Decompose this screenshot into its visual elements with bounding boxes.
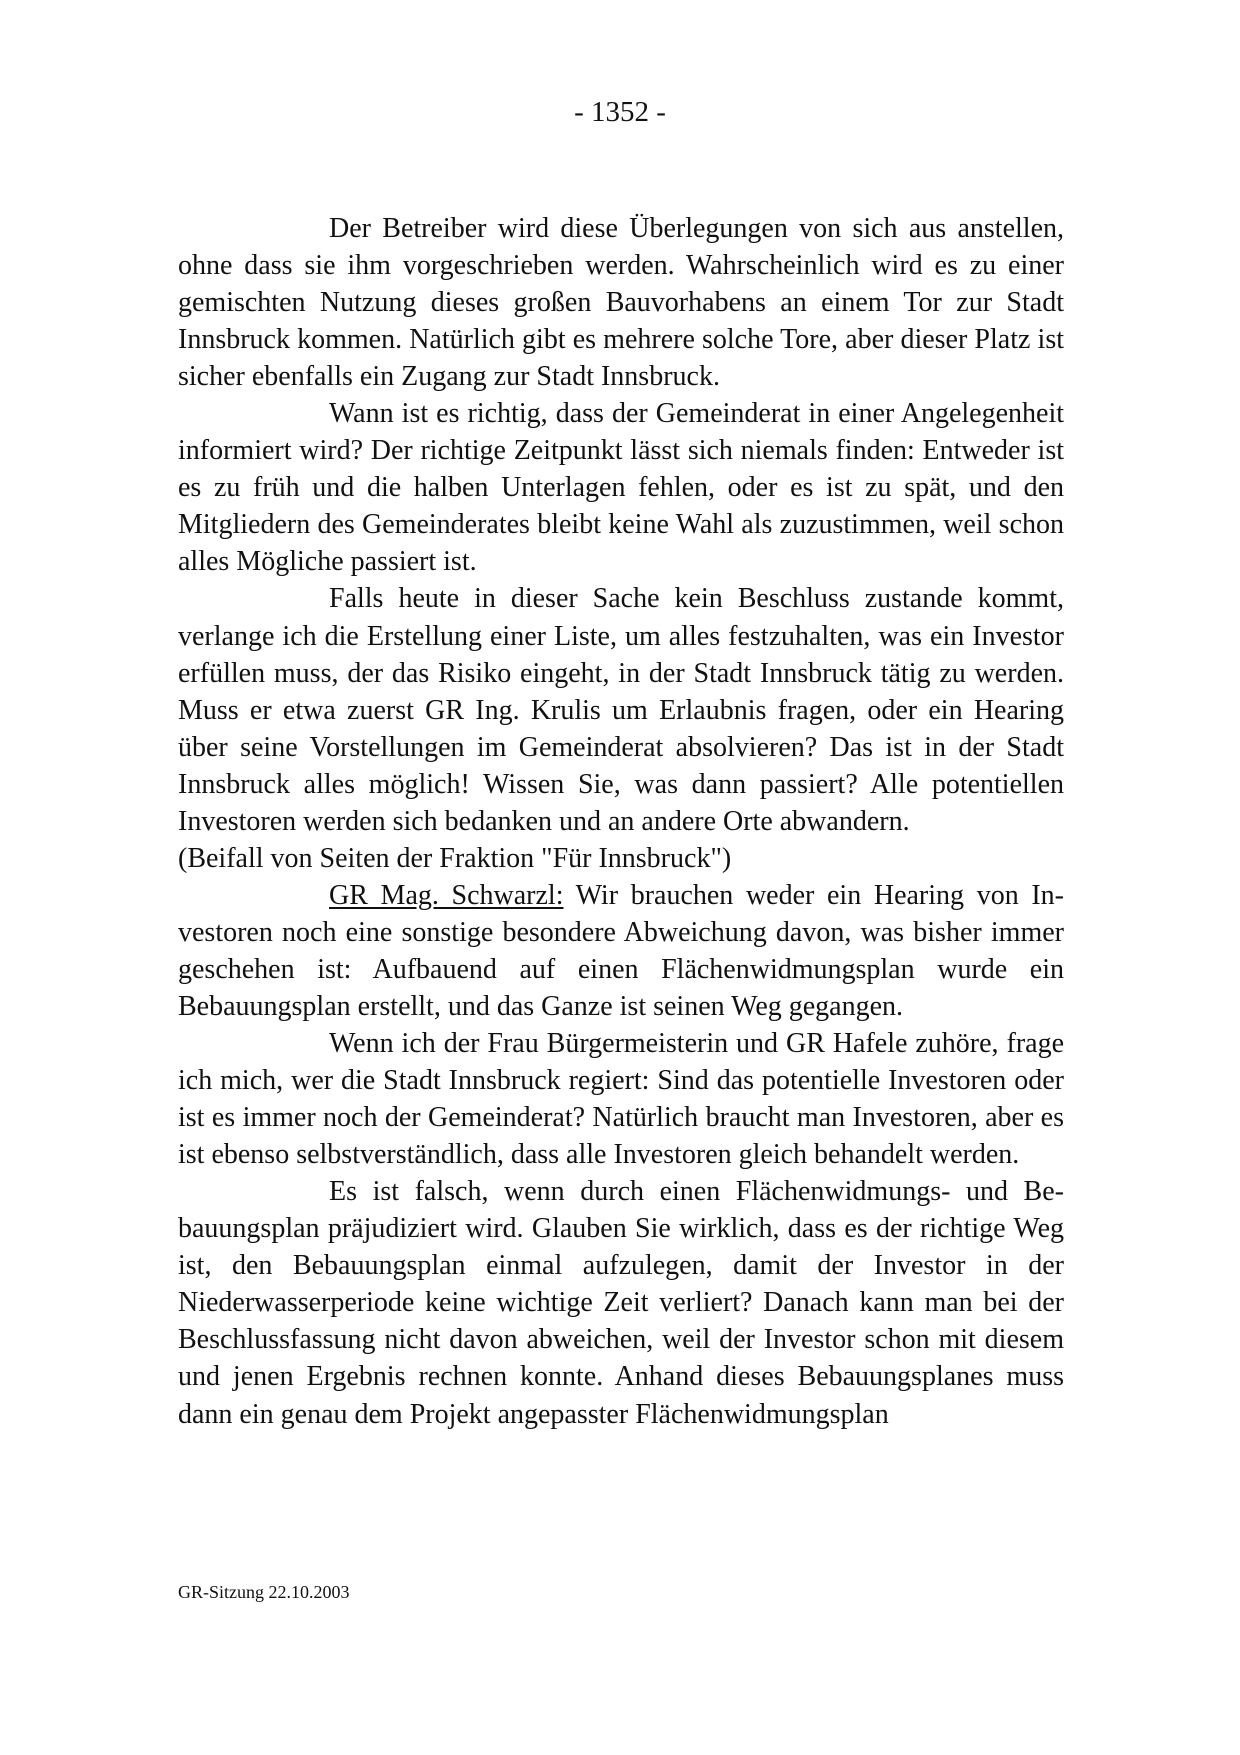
speaker-name: GR Mag. Schwarzl: (329, 879, 564, 911)
paragraph: Wenn ich der Frau Bürgermeisterin und GR Hafele zuhöre, frage ich mich, wer die Stadt Innsbruck regiert: Sind das potentielle Investoren oder ist es immer noch der Gemeinderat? Natürlich braucht man Investoren, aber es ist ebenso selbstverständlich, dass alle Investoren gleich behandelt werden. (178, 1028, 1064, 1171)
paragraph: Falls heute in dieser Sache kein Beschluss zustande kommt, verlange ich die Erstellung einer Liste, um alles festzuhalten, was ein Investor erfüllen muss, der das Risiko eingeht, in der Stadt Innsbruck tätig zu werden. Muss er etwa zuerst GR Ing. Krulis um Erlaubnis fragen, oder ein Hearing über seine Vorstellungen im Gemeinderat absolvieren? Das ist in der Stadt Innsbruck alles möglich! Wissen Sie, was dann passiert? Alle potentiellen Investoren werden sich bedanken und an andere Orte abwandern. (178, 583, 1064, 837)
footer-session: GR-Sitzung 22.10.2003 (178, 1582, 350, 1602)
page-number: - 1352 - (574, 96, 666, 128)
speaker-paragraph (178, 877, 1064, 1025)
document-body (178, 210, 1064, 1433)
paragraph: Der Betreiber wird diese Überlegungen von sich aus anstellen, ohne dass sie ihm vorgeschrieben werden. Wahrscheinlich wird es zu einer gemischten Nutzung dieses großen Bauvorhabens an einem Tor zur Stadt Innsbruck kommen. Natürlich gibt es mehrere solche Tore, aber dieser Platz ist sicher ebenfalls ein Zugang zur Stadt Innsbruck. (178, 213, 1064, 393)
applause-note: (Beifall von Seiten der Fraktion "Für Innsbruck") (178, 842, 732, 874)
paragraph: Wann ist es richtig, dass der Gemeinderat in einer Angelegenheit informiert wird? Der richtige Zeitpunkt lässt sich niemals finden: Entweder ist es zu früh und die halben Unterlagen fehlen, oder es ist zu spät, und den Mitgliedern des Gemeinderates bleibt keine Wahl als zuzustimmen, weil schon alles Mögliche passiert ist. (178, 398, 1064, 578)
paragraph: Es ist falsch, wenn durch einen Flächenwidmungs- und Bebauungsplan präjudiziert wird. Glauben Sie wirklich, dass es der richtige Weg ist, den Bebauungsplan einmal aufzulegen, damit der Investor in der Niederwasserperiode keine wichtige Zeit verliert? Danach kann man bei der Beschlussfassung nicht davon abweichen, weil der Investor schon mit diesem und jenen Ergebnis rechnen konnte. Anhand dieses Bebauungsplanes muss dann ein genau dem Projekt angepasster Flächenwidmungsplan (178, 1176, 1064, 1430)
speaker-statement: Wir brauchen weder ein Hearing von Investoren noch eine sonstige besondere Abweichung davon, was bisher immer geschehen ist: Aufbauend auf einen Flächenwidmungsplan wurde ein Bebauungsplan erstellt, und das Ganze ist seinen Weg gegangen. (178, 879, 1064, 1022)
